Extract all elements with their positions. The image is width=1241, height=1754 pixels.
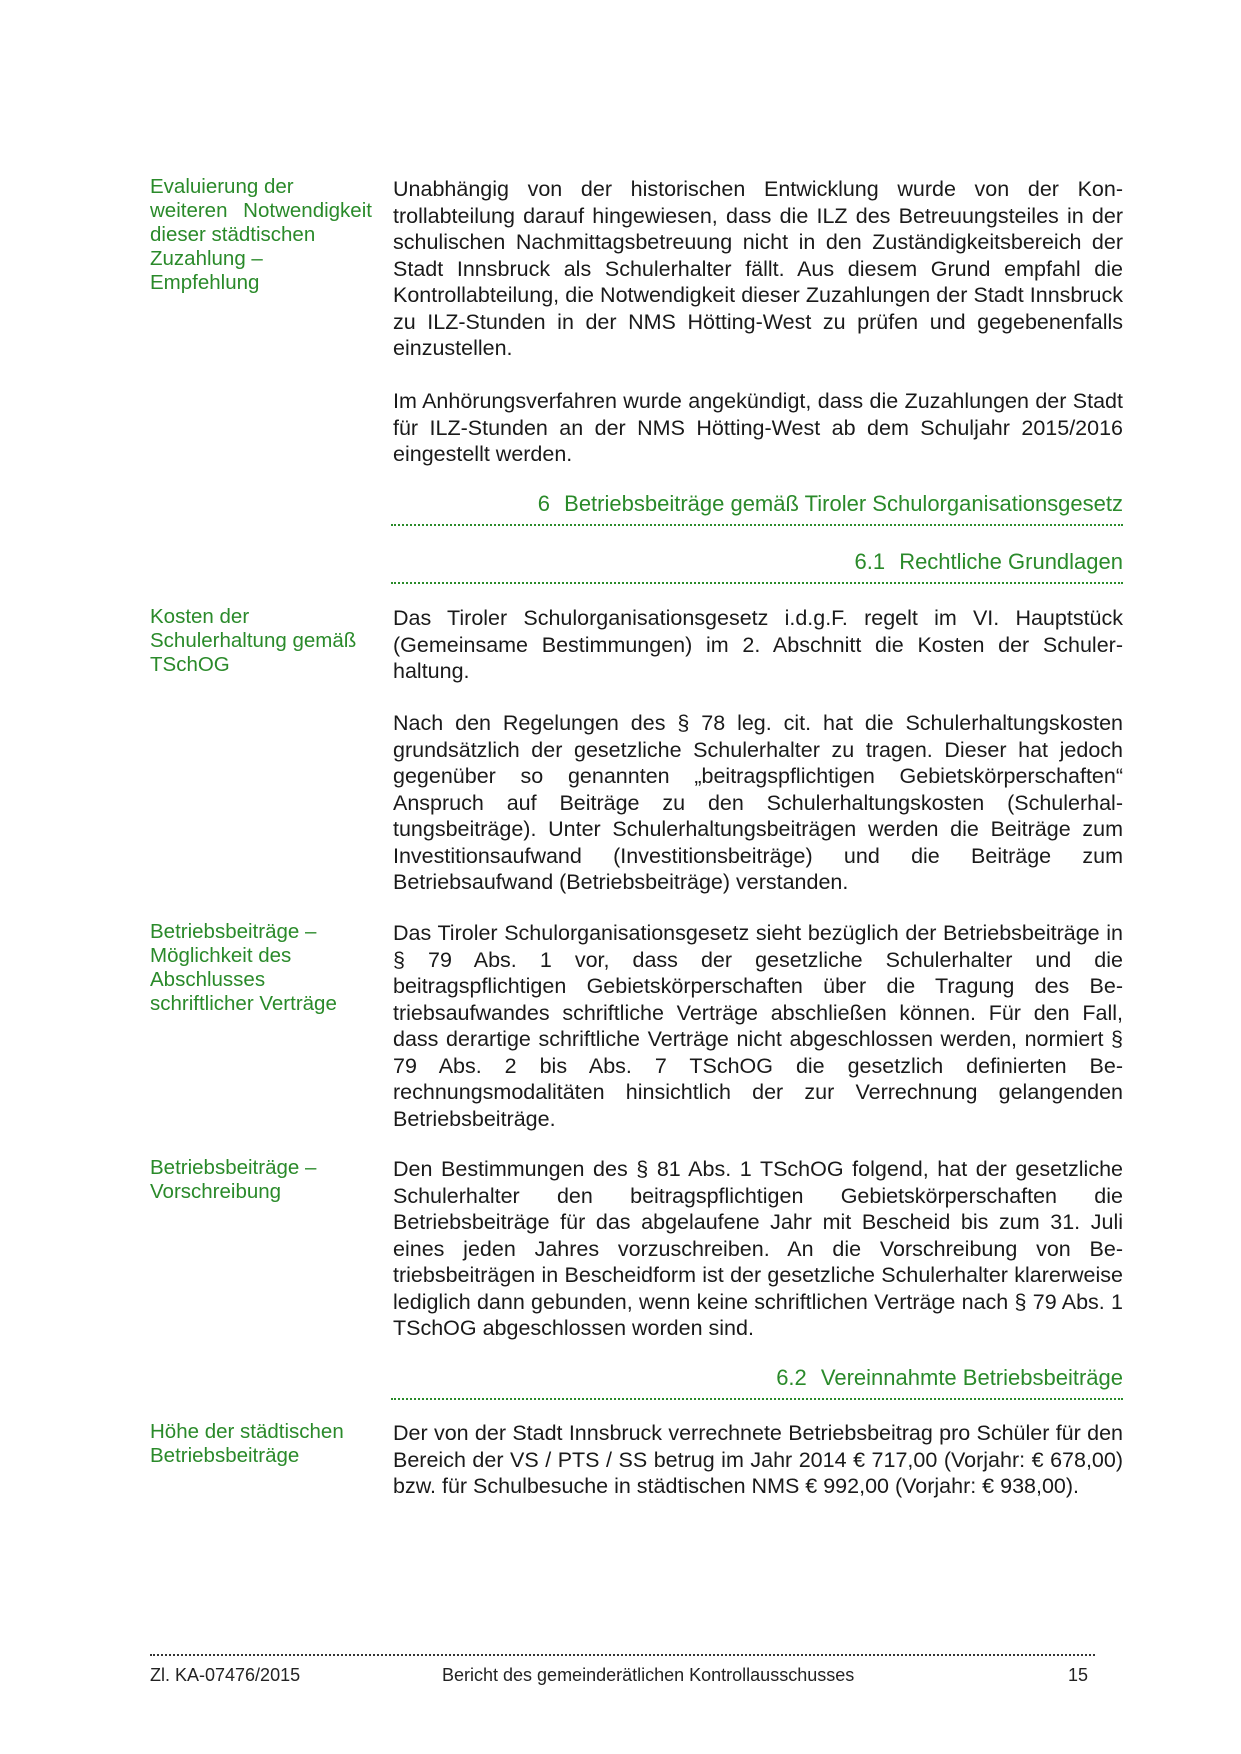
margin-note-moeglichkeit — [150, 920, 380, 1016]
section-heading-6-2 — [391, 1364, 1123, 1400]
margin-note-line: Empfehlung — [150, 271, 260, 294]
margin-note-line: Betriebsbeiträge — [150, 1444, 300, 1467]
paragraph-moeglichkeit: Das Tiroler Schulorganisationsgesetz sieht bezüglich der Betriebsbeiträge in § 79 Abs. 1 vor, dass der gesetzliche Schulerhalter und die beitragspflichtigen Gebietskörperschaften über die Tragung des Betriebsaufwandes schriftliche Verträge abschließen können. Für den Fall, dass derartige schriftliche Verträge nicht abgeschlossen werden, normiert § 79 Abs. 2 bis Abs. 7 TSchOG die gesetzlich definierten Berechnungsmodalitäten hinsichtlich der zur Verrechnung gelangenden Betriebsbeiträge. — [393, 921, 1123, 1131]
page-number: 15 — [1068, 1665, 1089, 1685]
margin-note-line: Kosten der — [150, 605, 250, 628]
section-title: Vereinnahmte Betriebsbeiträge — [820, 1365, 1123, 1390]
margin-note-line: schriftlicher Verträge — [150, 992, 337, 1015]
margin-note-line: dieser städtischen — [150, 223, 316, 246]
paragraph-hoehe: Der von der Stadt Innsbruck verrechnete Betriebsbeitrag pro Schüler für den Bereich der VS / PTS / SS betrug im Jahr 2014 € 717,00 (Vorjahr: € 678,00) bzw. für Schulbesuche in städtischen NMS € 992,00 (Vorjahr: € 938,00). — [393, 1421, 1123, 1498]
margin-note-hoehe — [150, 1420, 380, 1468]
section-title: Rechtliche Grundlagen — [899, 549, 1123, 574]
margin-note-line: Abschlusses — [150, 968, 266, 991]
margin-note-vorschreibung — [150, 1156, 380, 1204]
margin-note-line: Schulerhaltung gemäß — [150, 629, 357, 652]
margin-note-kosten — [150, 605, 380, 677]
footer-title: Bericht des gemeinderätlichen Kontrollausschusses — [442, 1665, 855, 1685]
footer-divider — [150, 1654, 1095, 1656]
margin-note-line: Betriebsbeiträge – — [150, 920, 317, 943]
margin-note-line: weiteren Notwendigkeit — [150, 199, 372, 222]
footer-reference: Zl. KA-07476/2015 — [150, 1665, 301, 1685]
section-number: 6.1 — [854, 549, 886, 574]
margin-note-line: TSchOG — [150, 653, 230, 676]
margin-note-evaluierung — [150, 175, 380, 295]
margin-note-line: Möglichkeit des — [150, 944, 292, 967]
paragraph-evaluierung-2: Im Anhörungsverfahren wurde angekündigt, dass die Zuzahlungen der Stadt für ILZ-Stunden an der NMS Hötting-West ab dem Schuljahr 2015/2016 eingestellt werden. — [393, 389, 1123, 466]
paragraph-vorschreibung: Den Bestimmungen des § 81 Abs. 1 TSchOG folgend, hat der gesetzliche Schulerhalter den beitragspflichtigen Gebietskörperschaften die Betriebsbeiträge für das abgelaufene Jahr mit Bescheid bis zum 31. Juli eines jeden Jahres vorzuschreiben. An die Vorschreibung von Betriebsbeiträgen in Bescheidform ist der gesetzliche Schulerhalter klarerweise lediglich dann gebunden, wenn keine schriftlichen Verträge nach § 79 Abs. 1 TSchOG abgeschlossen worden sind. — [393, 1157, 1123, 1340]
paragraph-evaluierung-1: Unabhängig von der historischen Entwicklung wurde von der Kontrollabteilung darauf hingewiesen, dass die ILZ des Betreuungsteiles in der schulischen Nachmittagsbetreuung nicht in den Zuständigkeitsbereich der Stadt Innsbruck als Schulerhalter fällt. Aus diesem Grund empfahl die Kontrollabteilung, die Notwendigkeit dieser Zuzahlungen der Stadt Innsbruck zu ILZ-Stunden in der NMS Hötting-West zu prüfen und gegebenenfalls einzustellen. — [393, 177, 1123, 360]
section-title: Betriebsbeiträge gemäß Tiroler Schulorganisationsgesetz — [564, 491, 1123, 516]
margin-note-line: Höhe der städtischen — [150, 1420, 344, 1443]
margin-note-line: Evaluierung der — [150, 175, 294, 198]
section-heading-6-1 — [391, 548, 1123, 584]
margin-note-line: Vorschreibung — [150, 1180, 282, 1203]
paragraph-kosten-2: Nach den Regelungen des § 78 leg. cit. hat die Schulerhaltungskosten grundsätzlich der gesetzliche Schulerhalter zu tragen. Dieser hat jedoch gegenüber so genannten „beitragspflichtigen Gebietskörperschaften“ Anspruch auf Beiträge zu den Schulerhaltungskosten (Schulerhaltungsbeiträge). Unter Schulerhaltungsbeiträgen werden die Beiträge zum Investitionsaufwand (Investitionsbeiträge) und die Beiträge zum Betriebsaufwand (Betriebsbeiträge) verstanden. — [393, 711, 1123, 894]
margin-note-line: Betriebsbeiträge – — [150, 1156, 317, 1179]
paragraph-kosten-1: Das Tiroler Schulorganisationsgesetz i.d.g.F. regelt im VI. Hauptstück (Gemeinsame Bestimmungen) im 2. Abschnitt die Kosten der Schulerhaltung. — [393, 606, 1123, 683]
section-number: 6.2 — [776, 1365, 807, 1390]
margin-note-line: Zuzahlung – — [150, 247, 263, 270]
section-heading-6 — [391, 490, 1123, 526]
section-number: 6 — [537, 491, 551, 516]
